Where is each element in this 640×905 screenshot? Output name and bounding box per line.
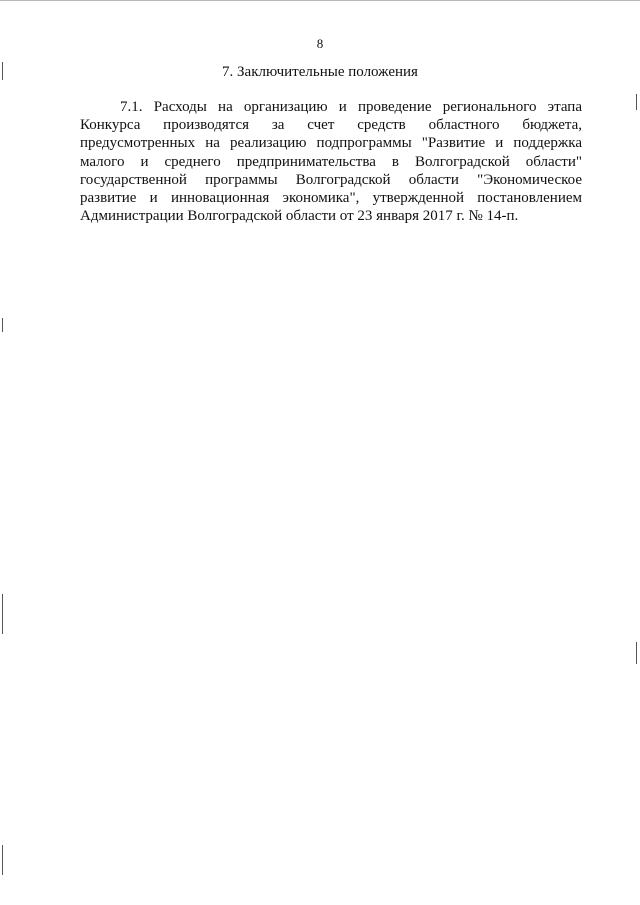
paragraph-line: малого и среднего предпринимательства в Волгоградской области" xyxy=(80,153,582,170)
paragraph-line: развитие и инновационная экономика", утвержденной постановлением xyxy=(80,189,582,206)
paragraph-line: государственной программы Волгоградской области "Экономическое xyxy=(80,171,582,188)
paragraph-7-1 xyxy=(80,98,582,225)
paragraph-line: Конкурса производятся за счет средств областного бюджета, xyxy=(80,117,582,134)
section-title: 7. Заключительные положения xyxy=(222,64,418,80)
paragraph-line: предусмотренных на реализацию подпрограммы "Развитие и поддержка xyxy=(80,135,582,152)
scan-margin-mark xyxy=(2,594,3,634)
scan-edge-line xyxy=(0,0,640,1)
scan-margin-mark xyxy=(636,642,637,664)
paragraph-line: 7.1. Расходы на организацию и проведение регионального этапа xyxy=(120,99,582,115)
scan-margin-mark xyxy=(636,94,637,110)
page-number: 8 xyxy=(316,36,324,51)
paragraph-line: Администрации Волгоградской области от 23 января 2017 г. № 14-п. xyxy=(80,208,519,225)
scan-margin-mark xyxy=(2,845,3,875)
scan-margin-mark xyxy=(2,318,3,332)
